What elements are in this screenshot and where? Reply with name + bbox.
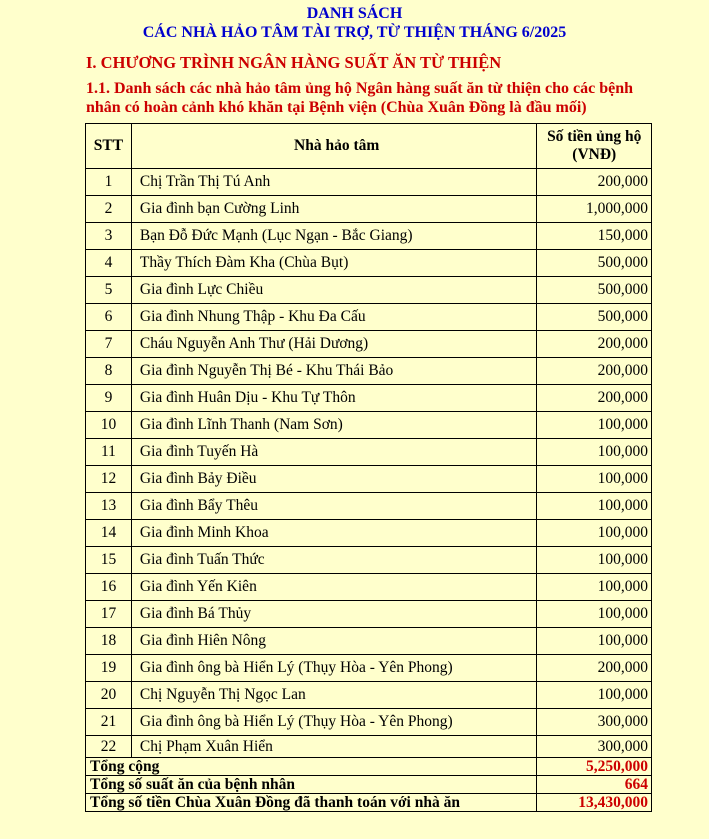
table-row: [86, 574, 652, 601]
table-row: [86, 709, 652, 736]
cell-amount: 150,000: [537, 223, 652, 250]
cell-amount: 100,000: [537, 412, 652, 439]
document-header: [0, 4, 709, 42]
section-title: I. CHƯƠNG TRÌNH NGÂN HÀNG SUẤT ĂN TỪ THIỆN: [86, 53, 502, 72]
table-row: [86, 358, 652, 385]
cell-name: Gia đình Nhung Thập - Khu Đa Cấu: [131, 304, 537, 331]
table-row: [86, 331, 652, 358]
cell-stt: 10: [86, 412, 132, 439]
cell-amount: 100,000: [537, 520, 652, 547]
summary-row: [86, 776, 652, 794]
cell-stt: 4: [86, 250, 132, 277]
summary-row: [86, 794, 652, 812]
column-header-stt: STT: [86, 124, 132, 169]
cell-stt: 18: [86, 628, 132, 655]
cell-name: Gia đình Nguyễn Thị Bé - Khu Thái Bảo: [131, 358, 537, 385]
cell-name: Bạn Đỗ Đức Mạnh (Lục Ngạn - Bắc Giang): [131, 223, 537, 250]
table-header-row: [86, 124, 652, 169]
summary-label: Tổng cộng: [86, 758, 537, 776]
donor-rows: [86, 169, 652, 758]
summary-value: 5,250,000: [537, 758, 652, 776]
cell-name: Gia đình Lĩnh Thanh (Nam Sơn): [131, 412, 537, 439]
table-row: [86, 223, 652, 250]
cell-amount: 500,000: [537, 277, 652, 304]
summary-value: 13,430,000: [537, 794, 652, 812]
summary-value: 664: [537, 776, 652, 794]
cell-name: Gia đình Yến Kiên: [131, 574, 537, 601]
cell-stt: 8: [86, 358, 132, 385]
cell-stt: 20: [86, 682, 132, 709]
donors-table: [85, 123, 652, 812]
cell-stt: 1: [86, 169, 132, 196]
cell-amount: 200,000: [537, 385, 652, 412]
cell-stt: 21: [86, 709, 132, 736]
cell-amount: 200,000: [537, 169, 652, 196]
cell-name: Chị Trần Thị Tú Anh: [131, 169, 537, 196]
cell-name: Gia đình Bá Thủy: [131, 601, 537, 628]
cell-name: Gia đình ông bà Hiển Lý (Thụy Hòa - Yên Phong): [131, 709, 537, 736]
column-header-amount-line1: Số tiền ủng hộ: [547, 128, 642, 145]
column-header-amount: [537, 124, 652, 169]
table-row: [86, 655, 652, 682]
cell-stt: 9: [86, 385, 132, 412]
cell-amount: 200,000: [537, 655, 652, 682]
table-row: [86, 385, 652, 412]
cell-stt: 13: [86, 493, 132, 520]
column-header-amount-line2: (VNĐ): [572, 146, 617, 163]
column-header-name: Nhà hảo tâm: [131, 124, 537, 169]
cell-amount: 100,000: [537, 682, 652, 709]
summary-rows: [86, 758, 652, 812]
cell-stt: 7: [86, 331, 132, 358]
cell-stt: 15: [86, 547, 132, 574]
header-subtitle: CÁC NHÀ HẢO TÂM TÀI TRỢ, TỪ THIỆN THÁNG 6/2025: [142, 24, 567, 41]
cell-name: Gia đình Minh Khoa: [131, 520, 537, 547]
table-row: [86, 196, 652, 223]
cell-amount: 300,000: [537, 709, 652, 736]
cell-name: Chị Nguyễn Thị Ngọc Lan: [131, 682, 537, 709]
table-row: [86, 736, 652, 758]
cell-amount: 300,000: [537, 736, 652, 758]
cell-amount: 200,000: [537, 358, 652, 385]
cell-name: Chị Phạm Xuân Hiển: [131, 736, 537, 758]
cell-stt: 11: [86, 439, 132, 466]
cell-amount: 100,000: [537, 628, 652, 655]
cell-stt: 3: [86, 223, 132, 250]
cell-name: Gia đình Bảy Điều: [131, 466, 537, 493]
cell-name: Cháu Nguyễn Anh Thư (Hải Dương): [131, 331, 537, 358]
cell-name: Gia đình Tuấn Thức: [131, 547, 537, 574]
cell-amount: 500,000: [537, 304, 652, 331]
cell-name: Thầy Thích Đàm Kha (Chùa Bụt): [131, 250, 537, 277]
table-row: [86, 628, 652, 655]
summary-row: [86, 758, 652, 776]
cell-name: Gia đình Bẩy Thêu: [131, 493, 537, 520]
cell-name: Gia đình Hiên Nông: [131, 628, 537, 655]
cell-amount: 100,000: [537, 601, 652, 628]
cell-amount: 500,000: [537, 250, 652, 277]
table-row: [86, 250, 652, 277]
cell-stt: 14: [86, 520, 132, 547]
cell-stt: 12: [86, 466, 132, 493]
cell-stt: 16: [86, 574, 132, 601]
cell-stt: 17: [86, 601, 132, 628]
table-row: [86, 520, 652, 547]
cell-name: Gia đình ông bà Hiển Lý (Thụy Hòa - Yên Phong): [131, 655, 537, 682]
cell-name: Gia đình Lực Chiều: [131, 277, 537, 304]
summary-label: Tổng số tiền Chùa Xuân Đồng đã thanh toán với nhà ăn: [86, 794, 537, 812]
cell-stt: 5: [86, 277, 132, 304]
subsection-title: 1.1. Danh sách các nhà hảo tâm ủng hộ Ngân hàng suất ăn từ thiện cho các bệnh nhân có hoàn cảnh khó khăn tại Bệnh viện (Chùa Xuân Đồng là đầu mối): [86, 80, 634, 116]
table-row: [86, 412, 652, 439]
cell-amount: 200,000: [537, 331, 652, 358]
table-row: [86, 304, 652, 331]
table-row: [86, 439, 652, 466]
summary-label: Tổng số suất ăn của bệnh nhân: [86, 776, 537, 794]
cell-name: Gia đình bạn Cường Linh: [131, 196, 537, 223]
cell-name: Gia đình Tuyến Hà: [131, 439, 537, 466]
table-row: [86, 169, 652, 196]
cell-amount: 1,000,000: [537, 196, 652, 223]
table-row: [86, 682, 652, 709]
table-row: [86, 601, 652, 628]
table-row: [86, 466, 652, 493]
cell-name: Gia đình Huân Dịu - Khu Tự Thôn: [131, 385, 537, 412]
table-row: [86, 277, 652, 304]
cell-amount: 100,000: [537, 439, 652, 466]
cell-amount: 100,000: [537, 547, 652, 574]
cell-amount: 100,000: [537, 466, 652, 493]
cell-amount: 100,000: [537, 574, 652, 601]
cell-stt: 6: [86, 304, 132, 331]
cell-stt: 22: [86, 736, 132, 758]
header-title: DANH SÁCH: [306, 5, 403, 22]
table-row: [86, 547, 652, 574]
cell-stt: 2: [86, 196, 132, 223]
cell-stt: 19: [86, 655, 132, 682]
table-row: [86, 493, 652, 520]
cell-amount: 100,000: [537, 493, 652, 520]
